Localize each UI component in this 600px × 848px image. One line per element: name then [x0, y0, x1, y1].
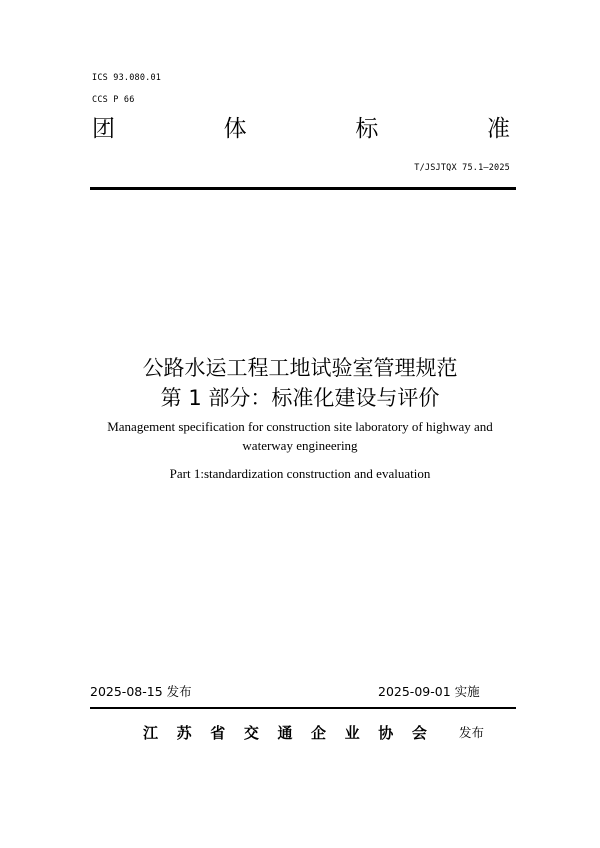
publisher-char: 通: [277, 724, 293, 742]
title-zh-line2: 第 1 部分：标准化建设与评价: [160, 386, 440, 410]
publisher-name: [143, 723, 427, 743]
publisher-char: 业: [344, 724, 360, 742]
publisher-char: 协: [378, 724, 394, 742]
publisher-char: 会: [411, 724, 427, 742]
publisher-char: 省: [210, 724, 226, 742]
standard-number: T/JSJTQX 75.1—2025: [414, 163, 510, 173]
standard-type-char: 准: [486, 116, 510, 142]
top-divider: [90, 187, 516, 190]
title-zh-line1: 公路水运工程工地试验室管理规范: [142, 356, 458, 380]
ics-code: ICS 93.080.01: [92, 73, 162, 83]
standard-type-char: 团: [92, 116, 115, 142]
bottom-divider: [90, 707, 516, 709]
issue-date: 2025-08-15 发布: [90, 684, 192, 699]
publish-label: 发布: [459, 725, 485, 740]
title-en-part: Part 1:standardization construction and evaluation: [169, 466, 431, 481]
title-en-line1: Management specification for construction site laboratory of highway and: [107, 419, 493, 434]
publisher-char: 交: [243, 724, 259, 742]
publisher-char: 苏: [176, 724, 192, 742]
title-en-line2: waterway engineering: [242, 438, 358, 453]
publisher-char: 企: [311, 724, 327, 742]
publisher-char: 江: [143, 724, 159, 742]
standard-type-char: 标: [355, 116, 379, 142]
standard-type-heading: [92, 114, 510, 144]
ccs-code: CCS P 66: [92, 95, 135, 105]
standard-type-char: 体: [223, 116, 247, 142]
implementation-date: 2025-09-01 实施: [378, 684, 480, 699]
